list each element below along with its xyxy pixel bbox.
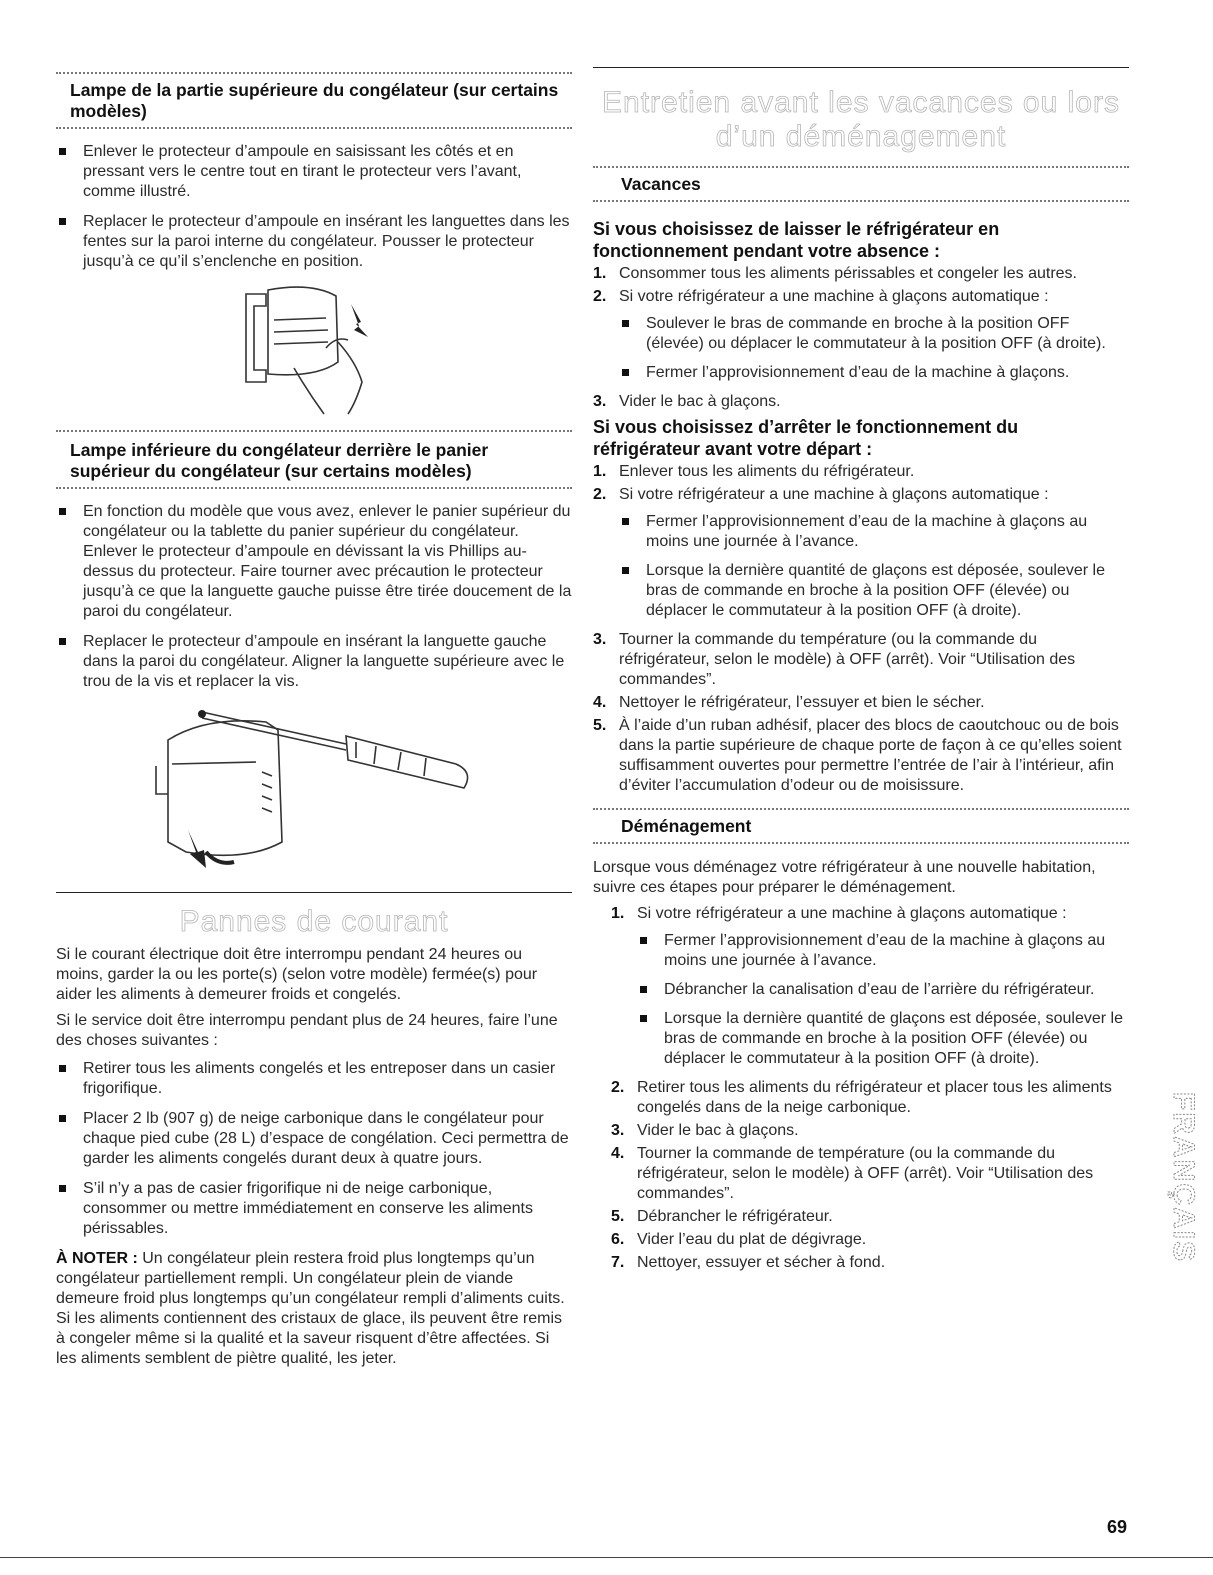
screwdriver-illustration [56, 702, 572, 872]
list-item: 4. Nettoyer le réfrigérateur, l’essuyer et bien le sécher. [593, 694, 985, 711]
bottom-rule [0, 1557, 1213, 1558]
bullet-icon [59, 508, 66, 515]
side-tab-label: FRANÇAIS [1167, 1092, 1200, 1263]
bullet-list [56, 1059, 572, 1239]
section-heading: Lampe de la partie supérieure du congélateur (sur certains modèles) [70, 80, 559, 121]
divider [593, 808, 1129, 810]
section-heading: Vacances [621, 174, 701, 194]
bullet-icon [640, 1015, 647, 1022]
bullet-icon [640, 986, 647, 993]
list-item: 1. Enlever tous les aliments du réfrigérateur. [593, 463, 915, 480]
bullet-list [619, 512, 1129, 621]
list-item: Soulever le bras de commande en broche à la position OFF (élevée) ou déplacer le commutateur à la position OFF (à droite). [619, 314, 1129, 354]
divider [593, 67, 1129, 68]
page-number: 69 [1106, 1517, 1127, 1537]
note-label: À NOTER : [56, 1250, 138, 1267]
divider [593, 200, 1129, 202]
list-item: Placer 2 lb (907 g) de neige carbonique dans le congélateur pour chaque pied cube (28 L) d’espace de congélation. Ceci permettra de garder les aliments congelés durant deux à quatre jours. [56, 1109, 572, 1169]
list-item: 2. Si votre réfrigérateur a une machine à glaçons automatique : Fermer l’approvisionnement d’eau de la machine à glaçons au moins une journée à l’avance. Lorsque la dernière quantité de glaçons est déposée, soulever le bras de commande en broche à la position OFF (élevée) ou déplacer le commutateur à la position OFF (à droite). [593, 485, 1129, 621]
list-item: 6. Vider l’eau du plat de dégivrage. [611, 1231, 867, 1248]
numbered-list [593, 462, 1129, 796]
bullet-icon [622, 369, 629, 376]
section-title-line2: d’un déménagement [715, 120, 1007, 153]
list-item: Retirer tous les aliments congelés et les entreposer dans un casier frigorifique. [56, 1059, 572, 1099]
bullet-icon [640, 937, 647, 944]
bullet-icon [59, 638, 66, 645]
list-item: 2. Retirer tous les aliments du réfrigérateur et placer tous les aliments congelés dans de la neige carbonique. [611, 1079, 1112, 1116]
note-paragraph: À NOTER : Un congélateur plein restera froid plus longtemps qu’un congélateur partiellement rempli. Un congélateur plein de viande demeure froid plus longtemps qu’un congélateur rempli d’aliments cuits. Si les aliments contiennent des cristaux de glace, ils peuvent être remis à congeler même si la qualité et la saveur risquent d’être affectées. Si les aliments semblent de piètre qualité, les jeter. [56, 1250, 565, 1367]
list-item: 5. À l’aide d’un ruban adhésif, placer des blocs de caoutchouc ou de bois dans la partie supérieure de chaque porte de façon à ce qu’elles soient suffisamment ouvertes pour permettre l’entrée de l’air à l’intérieur, afin d’éviter l’accumulation d’odeur ou de moisissure. [593, 717, 1122, 794]
list-item: En fonction du modèle que vous avez, enlever le panier supérieur du congélateur ou la tablette du panier supérieur du congélateur. Enlever le protecteur d’ampoule en dévissant la vis Phillips au-dessus du protecteur. Faire tourner avec précaution le protecteur jusqu’à ce que la languette gauche puisse être tirée doucement de la paroi du congélateur. [56, 502, 572, 622]
list-item: 1. Si votre réfrigérateur a une machine à glaçons automatique : Fermer l’approvisionnement d’eau de la machine à glaçons au moins une journée à l’avance. Débrancher la canalisation d’eau de l’arrière du réfrigérateur. Lorsque la dernière quantité de glaçons est déposée, soulever le bras de commande en broche à la position OFF (élevée) ou déplacer le commutateur à la position OFF (à droite). [611, 904, 1129, 1069]
list-item: 4. Tourner la commande de température (ou la commande du réfrigérateur, selon le modèle) à OFF (arrêt). Voir “Utilisation des commandes”. [611, 1145, 1094, 1202]
section-heading: Déménagement [621, 816, 752, 836]
list-item: 5. Débrancher le réfrigérateur. [611, 1208, 833, 1225]
list-item: 3. Vider le bac à glaçons. [611, 1122, 799, 1139]
list-item: 2. Si votre réfrigérateur a une machine à glaçons automatique : Soulever le bras de commande en broche à la position OFF (élevée) ou déplacer le commutateur à la position OFF (à droite). Fermer l’approvisionnement d’eau de la machine à glaçons. [593, 287, 1129, 383]
list-item: 3. Tourner la commande du température (ou la commande du réfrigérateur, selon le modèle) à OFF (arrêt). Voir “Utilisation des commandes”. [593, 631, 1076, 688]
list-item: 3. Vider le bac à glaçons. [593, 393, 781, 410]
list-item: Enlever le protecteur d’ampoule en saisissant les côtés et en pressant vers le centre tout en tirant le protecteur vers l’avant, comme illustré. [56, 142, 572, 202]
bullet-list [637, 931, 1129, 1069]
divider [56, 127, 572, 129]
paragraph: Si le service doit être interrompu pendant plus de 24 heures, faire l’une des choses suivantes : [56, 1012, 558, 1049]
divider [593, 166, 1129, 168]
numbered-list [611, 904, 1129, 1273]
bullet-icon [59, 1065, 66, 1072]
divider [56, 72, 572, 74]
section-title-line1: Entretien avant les vacances ou lors [602, 86, 1120, 119]
list-item: S’il n’y a pas de casier frigorifique ni de neige carbonique, consommer ou mettre immédiatement en conserve les aliments périssables. [56, 1179, 572, 1239]
list-item: Fermer l’approvisionnement d’eau de la machine à glaçons au moins une journée à l’avance. [619, 512, 1129, 552]
list-item: Lorsque la dernière quantité de glaçons est déposée, soulever le bras de commande en broche à la position OFF (élevée) ou déplacer le commutateur à la position OFF (à droite). [619, 561, 1129, 621]
paragraph: Si le courant électrique doit être interrompu pendant 24 heures ou moins, garder la ou les porte(s) (selon votre modèle) fermée(s) pour aider les aliments à demeurer froids et congelés. [56, 946, 538, 1003]
list-item: Lorsque la dernière quantité de glaçons est déposée, soulever le bras de commande en broche à la position OFF (élevée) ou déplacer le commutateur à la position OFF (à droite). [637, 1009, 1129, 1069]
light-shield-illustration [56, 282, 572, 422]
divider [56, 487, 572, 489]
bullet-icon [622, 518, 629, 525]
list-item: Replacer le protecteur d’ampoule en insérant les languettes dans les fentes sur la paroi interne du congélateur. Pousser le protecteur jusqu’à ce qu’il s’enclenche en position. [56, 212, 572, 272]
sub-heading: Si vous choisissez d’arrêter le fonctionnement du réfrigérateur avant votre départ : [593, 417, 1019, 459]
bullet-list [56, 142, 572, 272]
bullet-icon [59, 218, 66, 225]
bullet-list [619, 314, 1129, 383]
divider [593, 842, 1129, 844]
right-column [593, 0, 1129, 1276]
bullet-icon [59, 1115, 66, 1122]
section-title: Pannes de courant [179, 905, 449, 938]
left-column [56, 0, 572, 1375]
divider [56, 430, 572, 432]
bullet-icon [59, 1185, 66, 1192]
numbered-list [593, 264, 1129, 412]
list-item: Fermer l’approvisionnement d’eau de la machine à glaçons au moins une journée à l’avance. [637, 931, 1129, 971]
list-item: 1. Consommer tous les aliments périssables et congeler les autres. [593, 265, 1077, 282]
sub-heading: Si vous choisissez de laisser le réfrigérateur en fonctionnement pendant votre absence : [593, 219, 1000, 261]
list-item: Replacer le protecteur d’ampoule en insérant la languette gauche dans la paroi du congélateur. Aligner la languette supérieure avec le trou de la vis et replacer la vis. [56, 632, 572, 692]
list-item: Fermer l’approvisionnement d’eau de la machine à glaçons. [619, 363, 1129, 383]
bullet-icon [59, 148, 66, 155]
list-item: 7. Nettoyer, essuyer et sécher à fond. [611, 1254, 886, 1271]
bullet-list [56, 502, 572, 692]
bullet-icon [622, 320, 629, 327]
divider [56, 892, 572, 893]
language-side-tab [1146, 1086, 1200, 1326]
section-heading: Lampe inférieure du congélateur derrière le panier supérieur du congélateur (sur certains modèles) [70, 440, 489, 481]
list-item: Débrancher la canalisation d’eau de l’arrière du réfrigérateur. [637, 980, 1129, 1000]
bullet-icon [622, 567, 629, 574]
paragraph: Lorsque vous déménagez votre réfrigérateur à une nouvelle habitation, suivre ces étapes pour préparer le déménagement. [593, 859, 1096, 896]
